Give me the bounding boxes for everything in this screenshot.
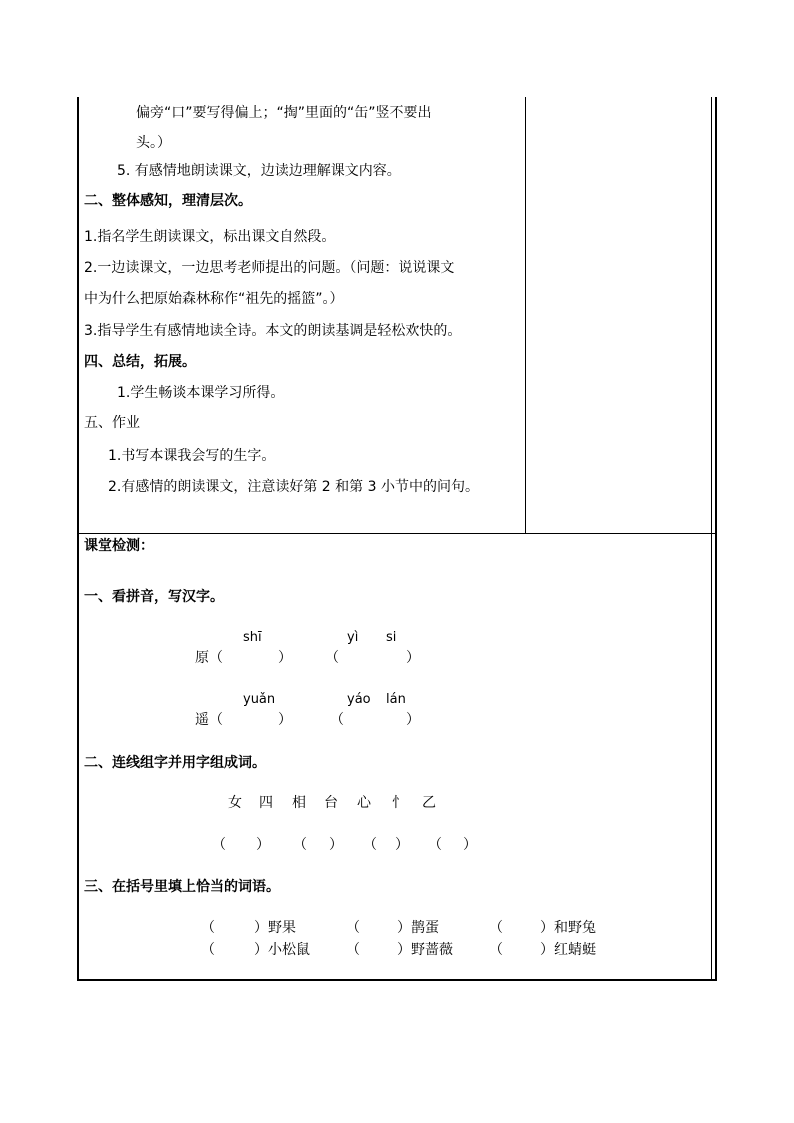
write-blank: 遥（ (195, 712, 223, 728)
table-row-divider (77, 533, 717, 534)
fill-blank: （ (201, 942, 215, 958)
list-item: 2.有感情的朗读课文，注意读好第 2 和第 3 小节中的问句。 (108, 479, 479, 495)
word-blank: ） (329, 837, 343, 853)
text-line: 5. 有感情地朗读课文，边读边理解课文内容。 (117, 163, 401, 179)
question-title: 三、在括号里填上恰当的词语。 (84, 879, 280, 895)
write-blank: ） (406, 650, 420, 666)
word-blank: ） (395, 837, 409, 853)
table-bottom-border (77, 979, 717, 981)
fill-blank: （ (346, 942, 360, 958)
question-title: 一、看拼音，写汉字。 (84, 589, 224, 605)
word-blank: （ (293, 837, 307, 853)
char-item: 心 (357, 795, 371, 811)
table-right-border-outer (715, 97, 717, 981)
section-title: 二、整体感知，理清层次。 (84, 193, 252, 209)
pinyin: shī (243, 630, 262, 645)
pinyin: yuǎn (243, 692, 276, 707)
write-blank: （ (325, 650, 339, 666)
list-item: 1.学生畅谈本课学习所得。 (117, 385, 285, 401)
pinyin: yáo (347, 692, 371, 707)
char-item: 相 (292, 795, 306, 811)
write-blank: ） (406, 712, 420, 728)
write-blank: ） (278, 712, 292, 728)
char-item: 忄 (392, 795, 406, 811)
fill-phrase: ）小松鼠 (254, 942, 310, 958)
word-blank: ） (256, 837, 270, 853)
fill-blank: （ (489, 942, 503, 958)
fill-phrase: ）和野兔 (540, 920, 596, 936)
word-blank: （ (212, 837, 226, 853)
fill-blank: （ (346, 920, 360, 936)
pinyin: si (386, 630, 397, 645)
fill-phrase: ）野蔷薇 (397, 942, 453, 958)
char-item: 乙 (422, 795, 436, 811)
table-left-border (77, 97, 79, 981)
word-blank: ） (463, 837, 477, 853)
write-blank: （ (330, 712, 344, 728)
table-column-divider (525, 97, 526, 534)
list-item: 1.书写本课我会写的生字。 (108, 448, 276, 464)
char-item: 台 (324, 795, 338, 811)
write-blank: 原（ (195, 650, 223, 666)
text-line: 偏旁“口”要写得偏上；“掏”里面的“缶”竖不要出 (136, 105, 432, 121)
word-blank: （ (428, 837, 442, 853)
fill-phrase: ）红蜻蜓 (540, 942, 596, 958)
table-right-border-inner (711, 97, 712, 981)
fill-blank: （ (201, 920, 215, 936)
fill-phrase: ）鹊蛋 (397, 920, 439, 936)
question-title: 二、连线组字并用字组成词。 (84, 755, 266, 771)
pinyin: yì (347, 630, 359, 645)
section-title: 五、作业 (84, 415, 140, 431)
list-item: 中为什么把原始森林称作“祖先的摇篮”。） (84, 291, 344, 307)
pinyin: lán (386, 692, 406, 707)
char-item: 四 (259, 795, 273, 811)
fill-phrase: ）野果 (254, 920, 296, 936)
list-item: 2.一边读课文，一边思考老师提出的问题。（问题：说说课文 (84, 260, 455, 276)
text-line: 头。） (136, 135, 171, 151)
word-blank: （ (363, 837, 377, 853)
write-blank: ） (278, 650, 292, 666)
char-item: 女 (228, 795, 242, 811)
section-title: 四、总结，拓展。 (84, 354, 196, 370)
fill-blank: （ (489, 920, 503, 936)
list-item: 3.指导学生有感情地读全诗。本文的朗读基调是轻松欢快的。 (84, 323, 462, 339)
list-item: 1.指名学生朗读课文，标出课文自然段。 (84, 229, 336, 245)
quiz-heading: 课堂检测： (84, 538, 154, 554)
